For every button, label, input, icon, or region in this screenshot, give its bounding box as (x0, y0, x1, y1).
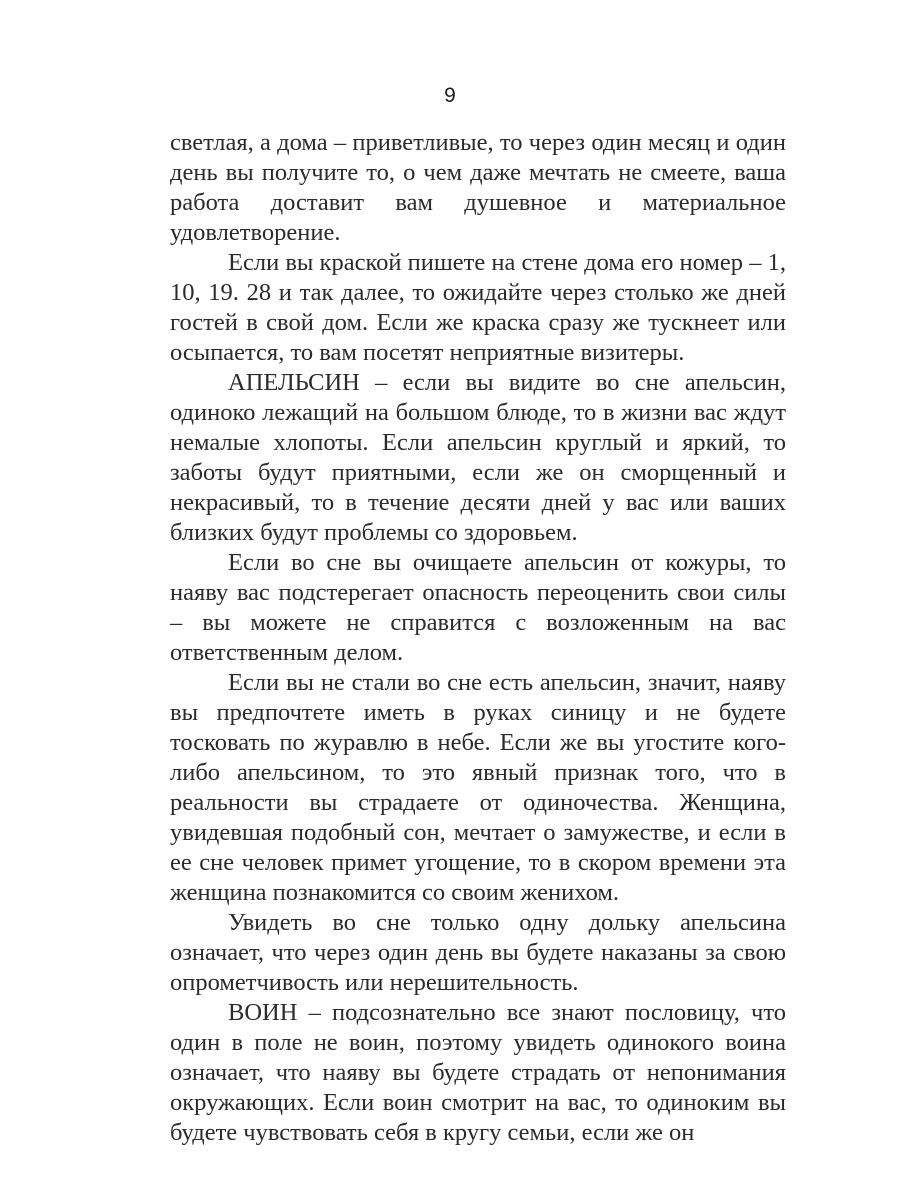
page-number: 9 (444, 84, 456, 107)
paragraph-orange-eat: Если вы не стали во сне есть апельсин, значит, наяву вы предпочтете иметь в руках синицу и не будете тосковать по журавлю в небе. Если же вы угостите кого-либо апельсином, то это явный признак того, что в реальности вы страдаете от одиночества. Женщина, увидевшая подобный сон, мечтает о замужестве, и если в ее сне человек примет угощение, то в скором времени эта женщина познакомится со своим женихом. (170, 669, 786, 906)
paragraph-orange-entry: АПЕЛЬСИН – если вы видите во сне апельсин, одиноко лежащий на большом блюде, то в жизни вас ждут немалые хлопоты. Если апельсин круглый и яркий, то заботы будут приятными, если же он сморщенный и некрасивый, то в течение десяти дней у вас или ваших близких будут проблемы со здоровьем. (170, 369, 786, 546)
paragraph-continuation: светлая, а дома – приветливые, то через один месяц и один день вы получите то, о чем даже мечтать не смеете, ваша работа доставит вам душевное и материальное удовлетворение. (170, 129, 786, 246)
paragraph-warrior-entry: ВОИН – подсознательно все знают пословицу, что один в поле не воин, поэтому увидеть одинокого воина означает, что наяву вы будете страдать от непонимания окружающих. Если воин смотрит на вас, то одиноким вы будете чувствовать себя в кругу семьи, если же он (170, 999, 786, 1146)
paragraph-orange-slice: Увидеть во сне только одну дольку апельсина означает, что через один день вы будете наказаны за свою опрометчивость или нерешительность. (170, 909, 786, 996)
body-text (170, 128, 786, 1148)
paragraph-house-number: Если вы краской пишете на стене дома его номер – 1, 10, 19. 28 и так далее, то ожидайте через столько же дней гостей в свой дом. Если же краска сразу же тускнеет или осыпается, то вам посетят неприятные визитеры. (170, 249, 786, 366)
paragraph-orange-peel: Если во сне вы очищаете апельсин от кожуры, то наяву вас подстерегает опасность переоценить свои силы – вы можете не справится с возложенным на вас ответственным делом. (170, 549, 786, 666)
